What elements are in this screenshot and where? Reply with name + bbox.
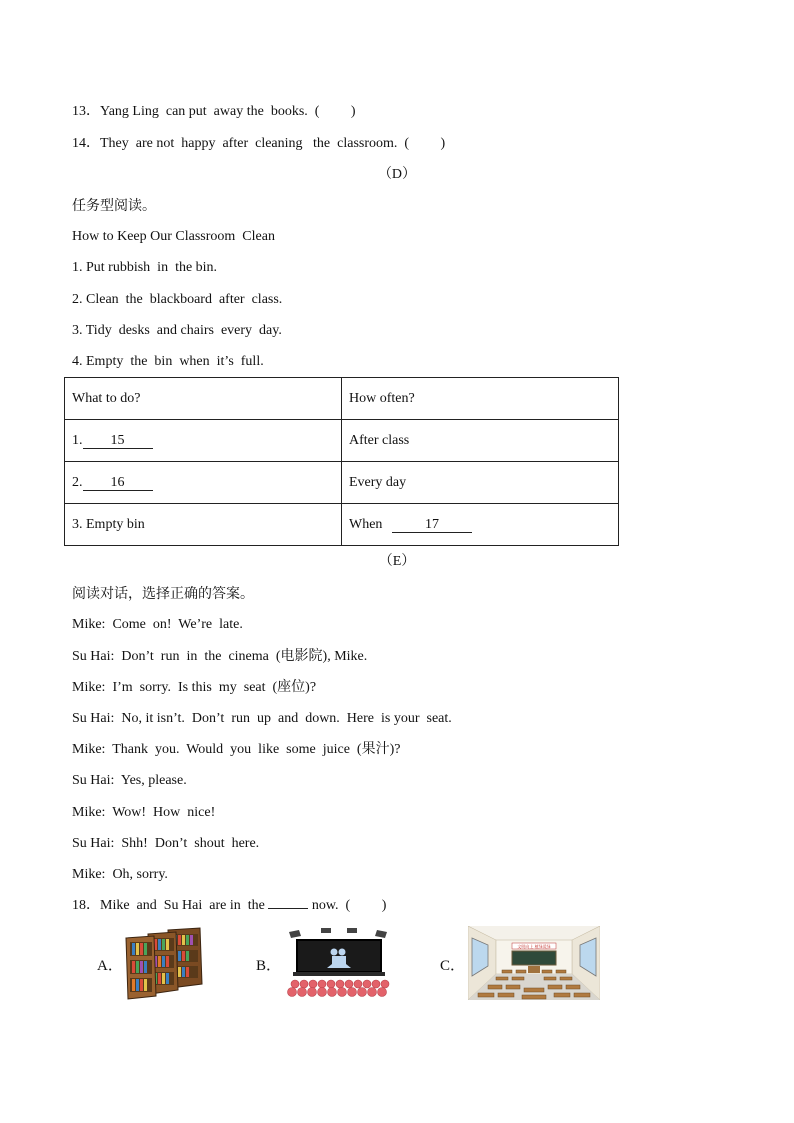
table-row [65, 504, 619, 546]
library-bookshelves-image[interactable] [124, 926, 204, 1000]
table-cell [65, 420, 342, 462]
dialogue-line: Mike: Oh, sorry. [72, 867, 168, 882]
dialogue-line: Su Hai: No, it isn’t. Don’t run up and down. Here is your seat. [72, 711, 452, 726]
rule-1: 1. Put rubbish in the bin. [72, 260, 218, 275]
cinema-image[interactable] [287, 928, 391, 998]
passage-title: How to Keep Our Classroom Clean [72, 229, 275, 244]
board-banner-text: 文明向上 植绿爱绿 [517, 944, 551, 949]
section-d-header: （D） [377, 167, 417, 182]
row-3-task: 3. Empty bin [65, 504, 342, 546]
row-1-prefix: 1. [72, 432, 83, 448]
question-14: 14．They are not happy after cleaning the classroom. ( ) [72, 136, 446, 151]
option-c-label: C． [440, 958, 466, 974]
row-2-prefix: 2. [72, 474, 83, 490]
option-a-label: A． [97, 958, 123, 974]
question-13: 13．Yang Ling can put away the books. ( ) [72, 104, 356, 119]
blank-17[interactable]: 17 [392, 518, 472, 533]
bookshelf-front [126, 936, 156, 999]
header-how-often: How often? [342, 378, 619, 420]
table-cell [65, 462, 342, 504]
rule-2: 2. Clean the blackboard after class. [72, 292, 283, 307]
dialogue-line: Mike: Thank you. Would you like some juice (果汁)? [72, 742, 401, 757]
option-b-label: B． [256, 958, 282, 974]
task-table [64, 377, 619, 546]
table-row [65, 462, 619, 504]
blank-16[interactable]: 16 [83, 476, 153, 491]
table-cell [342, 504, 619, 546]
dialogue-line: Su Hai: Shh! Don’t shout here. [72, 836, 260, 851]
section-d-instruction: 任务型阅读。 [72, 198, 156, 214]
rule-3: 3. Tidy desks and chairs every day. [72, 323, 282, 338]
header-what-to-do: What to do? [65, 378, 342, 420]
rule-4: 4. Empty the bin when it’s full. [72, 354, 264, 369]
cinema-screen [293, 940, 385, 976]
row-2-frequency: Every day [342, 462, 619, 504]
row-1-frequency: After class [342, 420, 619, 462]
blank-15[interactable]: 15 [83, 434, 153, 449]
dialogue-line: Mike: I’m sorry. Is this my seat (座位)? [72, 680, 317, 695]
classroom-image[interactable] [468, 926, 600, 1000]
question-18-text: 18．Mike and Su Hai are in the [72, 898, 269, 913]
table-header-row [65, 378, 619, 420]
section-e-instruction: 阅读对话，选择正确的答案。 [72, 586, 254, 602]
question-18-end: now. ( ) [308, 898, 387, 913]
stage-lights-icon [289, 928, 387, 938]
question-18 [72, 897, 386, 915]
dialogue-line: Su Hai: Don’t run in the cinema (电影院), Mike. [72, 649, 368, 664]
dialogue-line: Mike: Wow! How nice! [72, 805, 216, 820]
cinema-seats [288, 980, 390, 997]
question-18-blank[interactable] [268, 908, 308, 909]
dialogue-line: Mike: Come on! We’re late. [72, 617, 243, 632]
dialogue-line: Su Hai: Yes, please. [72, 773, 187, 788]
table-row [65, 420, 619, 462]
section-e-header: （E） [378, 554, 416, 569]
row-3-when: When [349, 516, 383, 532]
